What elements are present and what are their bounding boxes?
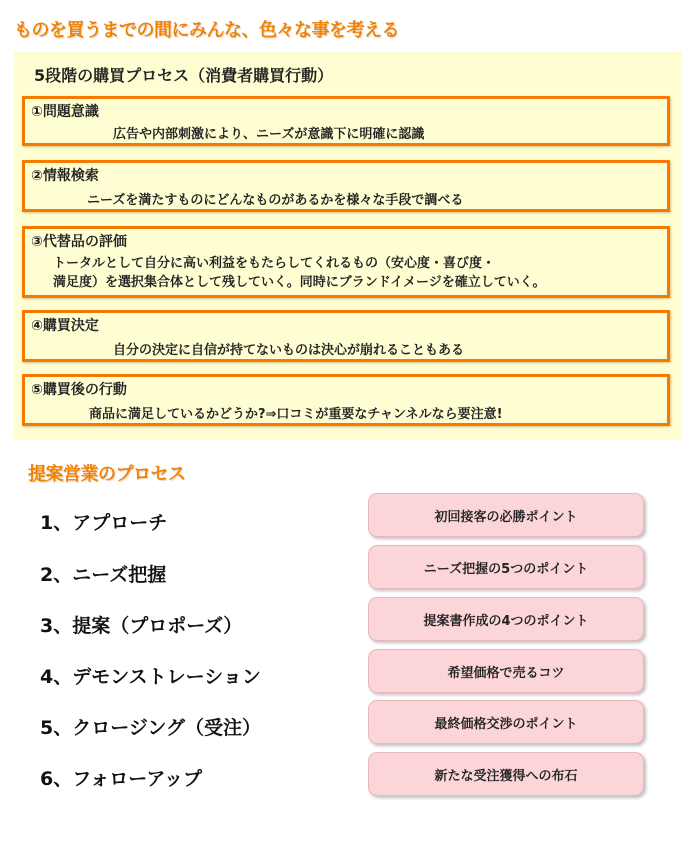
process-step-label: 4、デモンストレーション [40,666,261,688]
step-title: ①問題意識 [31,104,99,120]
process-step-label: 3、提案（プロポーズ） [40,615,243,637]
proposal-writing-points-button[interactable]: 提案書作成の4つのポイント [368,597,644,641]
step-description: ニーズを満たすものにどんなものがあるかを様々な手段で調べる [87,193,464,208]
step-description-line1: トータルとして自分に高い利益をもたらしてくれるもの（安心度・喜び度・ [53,256,496,271]
process-step-label: 2、ニーズ把握 [40,564,167,586]
purchase-process-panel [14,52,682,440]
step-alternative-evaluation [22,226,670,298]
step-problem-recognition [22,96,670,146]
process-step-label: 6、フォローアップ [40,768,202,790]
panel-title: 5段階の購買プロセス（消費者購買行動） [34,66,334,85]
initial-contact-points-button[interactable]: 初回接客の必勝ポイント [368,493,644,537]
process-step-label: 5、クロージング（受注） [40,717,261,739]
needs-assessment-points-button[interactable]: ニーズ把握の5つのポイント [368,545,644,589]
step-information-search [22,160,670,212]
step-title: ③代替品の評価 [31,234,127,250]
main-title: ものを買うまでの間にみんな、色々な事を考える [14,20,399,41]
new-order-groundwork-button[interactable]: 新たな受注獲得への布石 [368,752,644,796]
step-title: ②情報検索 [31,168,99,184]
final-price-negotiation-button[interactable]: 最終価格交渉のポイント [368,700,644,744]
proposal-title: 提案営業のプロセス [28,464,186,485]
step-title: ④購買決定 [31,318,99,334]
step-description-line2: 満足度）を選択集合体として残していく。同時にブランドイメージを確立していく。 [53,275,546,290]
step-title: ⑤購買後の行動 [31,382,127,398]
step-purchase-decision [22,310,670,362]
step-post-purchase [22,374,670,426]
step-description: 広告や内部刺激により、ニーズが意識下に明確に認識 [113,127,425,142]
process-step-label: 1、アプローチ [40,512,168,534]
desired-price-tips-button[interactable]: 希望価格で売るコツ [368,649,644,693]
step-description: 自分の決定に自信が持てないものは決心が崩れることもある [113,343,465,358]
step-description: 商品に満足しているかどうか?⇒口コミが重要なチャンネルなら要注意! [89,407,503,422]
